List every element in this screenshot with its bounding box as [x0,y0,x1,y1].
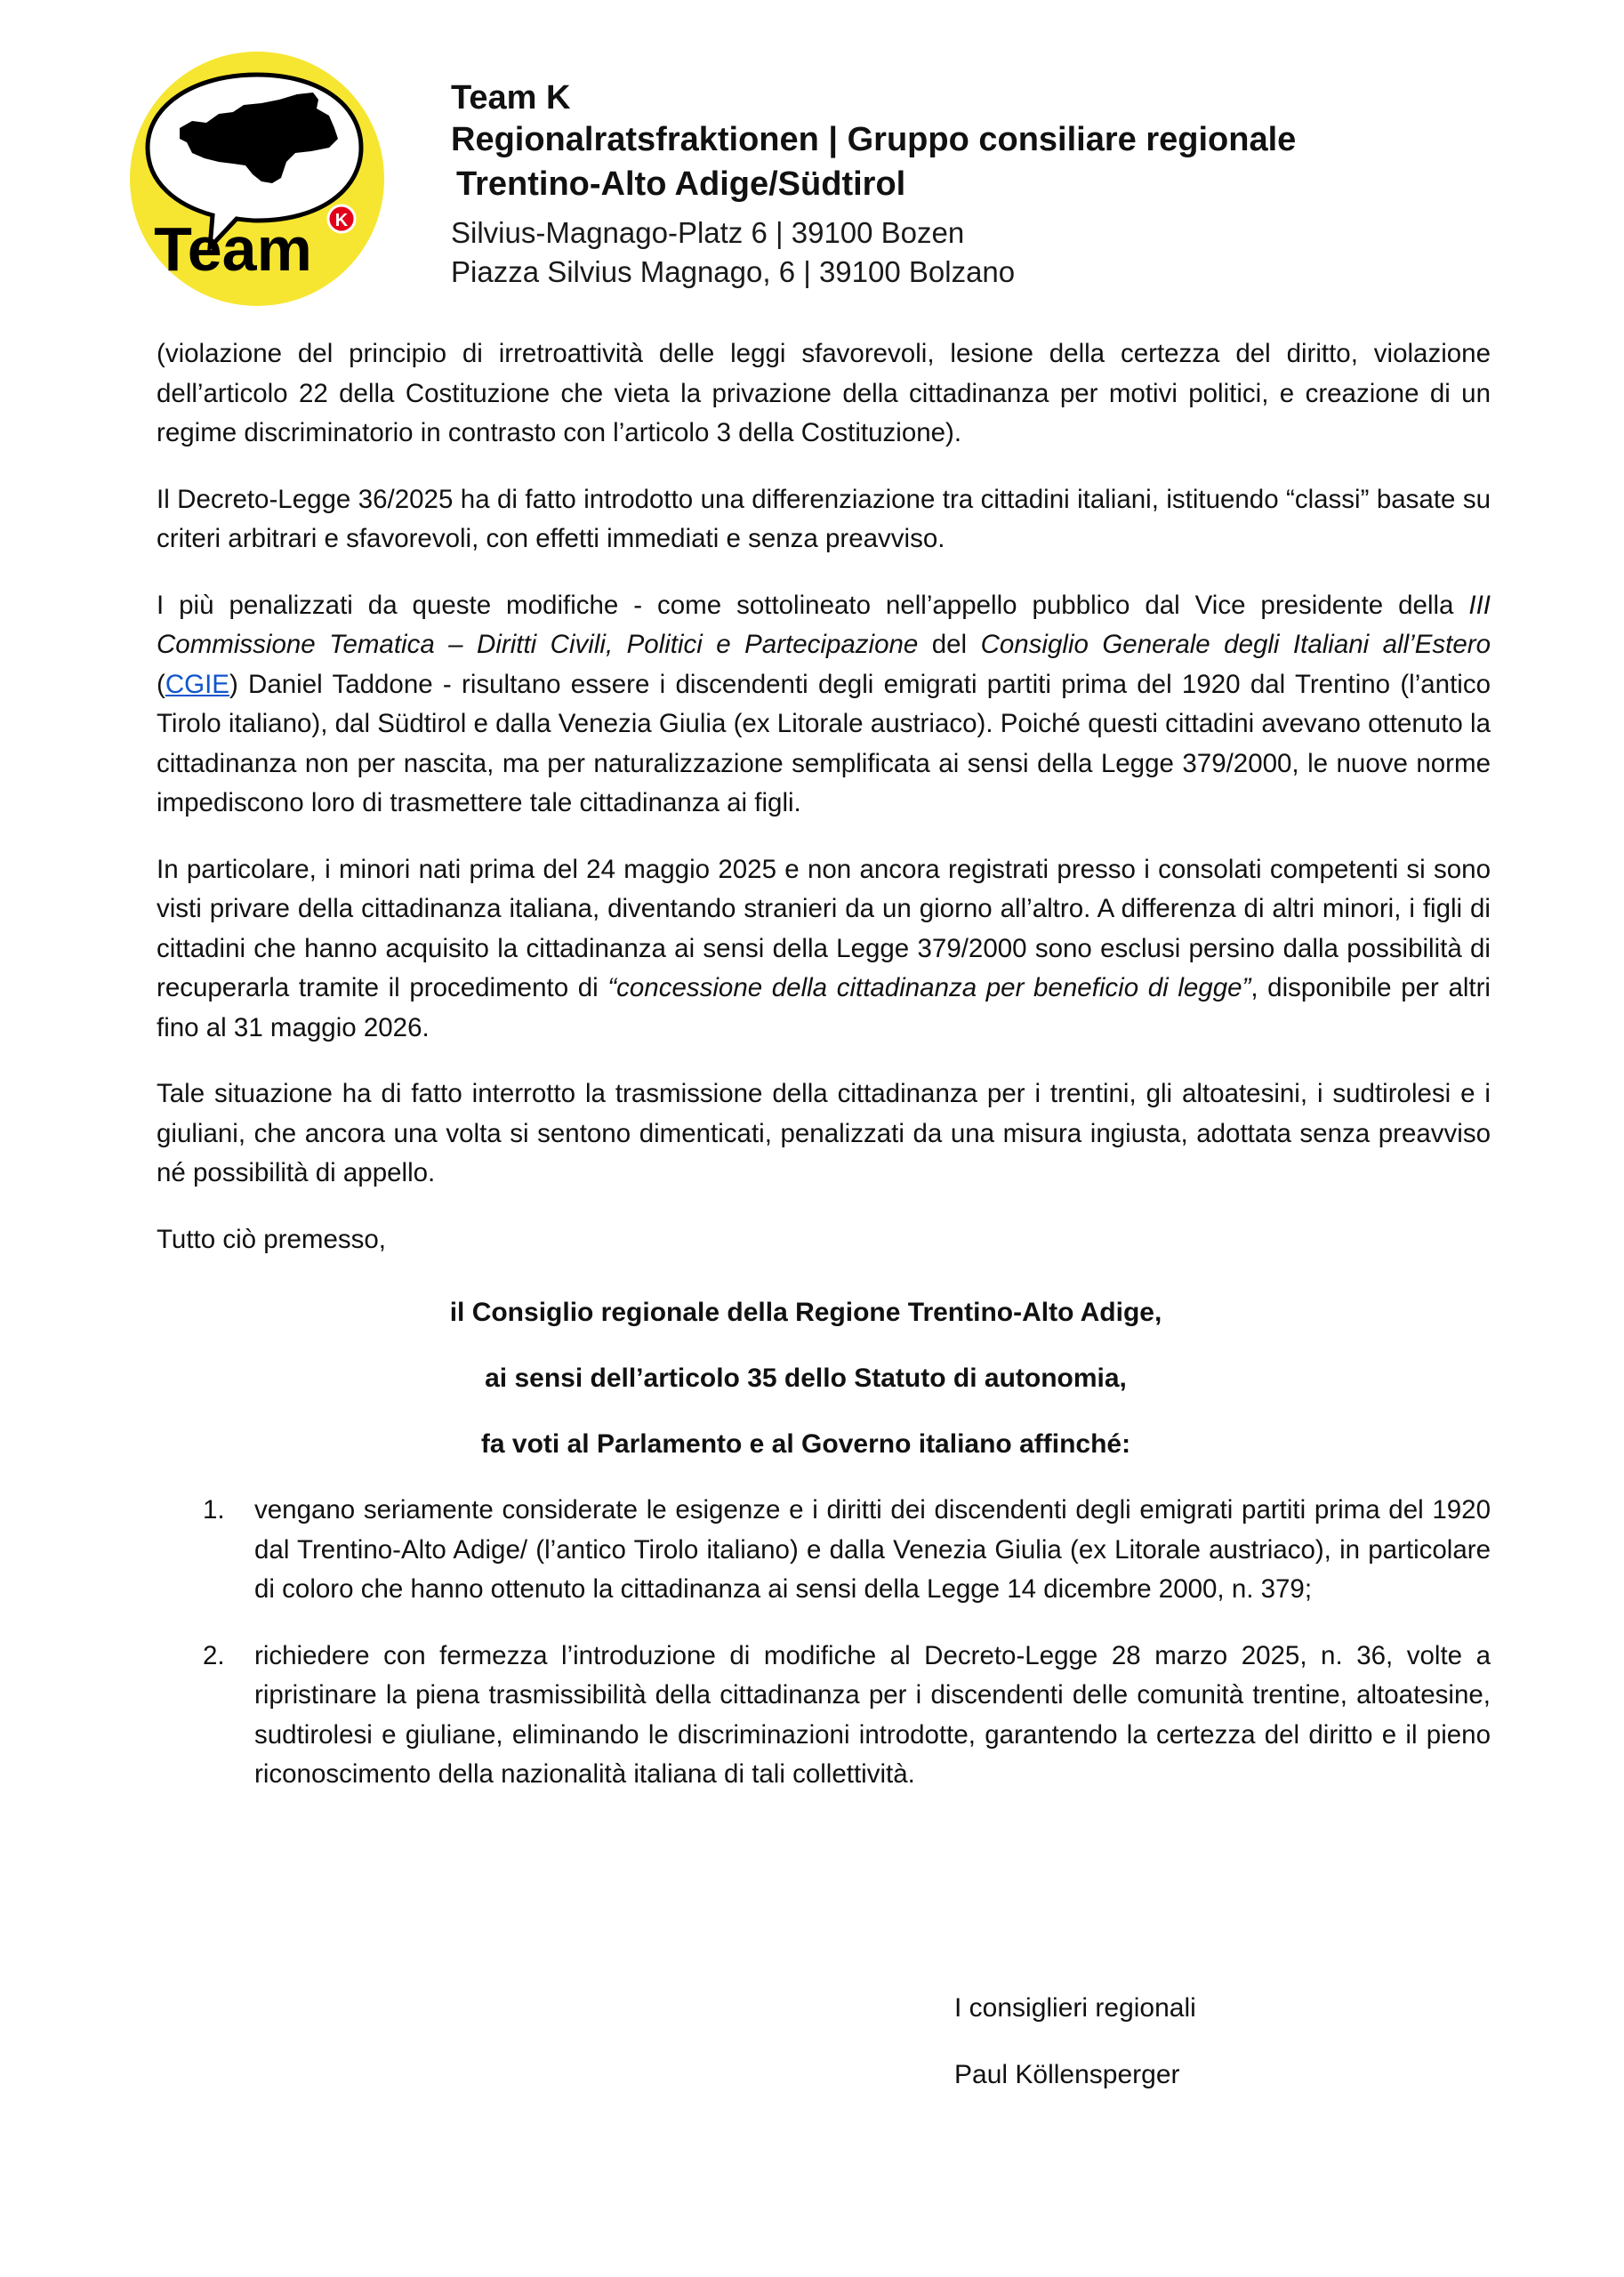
speech-bubble-map-icon [128,50,386,308]
council-name: Consiglio Generale degli Italiani all’Estero [980,630,1491,659]
list-item: 2. richiedere con fermezza l’introduzione di modifiche al Decreto-Legge 28 marzo 2025, n. 36, volte a ripristinare la piena trasmissibilità della cittadinanza per i discendenti delle comunità trentine, altoatesine, sudtirolesi e giuliane, eliminando le discriminazioni introdotte, garantendo la certezza del diritto e il pieno riconoscimento della nazionalità italiana di tali collettività. [157,1637,1491,1795]
paragraph-violations: (violazione del principio di irretroattività delle leggi sfavorevoli, lesione della certezza del diritto, violazione dell’articolo 22 della Costituzione che vieta la privazione della cittadinanza per motivi politici, e creazione di un regime discriminatorio in contrasto con l’articolo 3 della Costituzione). [157,339,1491,447]
list-number: 1. [203,1495,225,1525]
paragraph-decree: Il Decreto-Legge 36/2025 ha di fatto introdotto una differenziazione tra cittadini italiani, istituendo “classi” basate su criteri arbitrari e sfavorevoli, con effetti immediati e senza preavviso. [157,484,1491,553]
paragraph-minors: In particolare, i minori nati prima del 24 maggio 2025 e non ancora registrati presso i consolati competenti si sono visti privare della cittadinanza italiana, diventando stranieri da un giorno all’altro. A differenza di altri minori, i figli di cittadini che hanno acquisito la cittadinanza ai sensi della Legge 379/2000 sono esclusi persino dalla possibilità di recuperarla tramite il procedimento di “concessione della cittadinanza per beneficio di legge”, disponibile per altri fino al 31 maggio 2026. [157,854,1491,1042]
procedure-name: “concessione della cittadinanza per beneficio di legge” [607,973,1251,1002]
group-name: Regionalratsfraktionen | Gruppo consiliare regionale [451,121,1297,158]
signature-block [954,1989,1196,2122]
org-name: Team K [451,79,571,117]
list-number: 2. [203,1640,225,1670]
paragraph-premise: Tutto ciò premesso, [157,1224,386,1254]
svg-text:Team: Team [154,214,312,284]
resolution-list [157,1491,1491,1795]
document-body [157,334,1491,1822]
region-name: Trentino-Alto Adige/Südtirol [456,165,906,203]
address-italian: Piazza Silvius Magnago, 6 | 39100 Bolzano [451,255,1016,288]
commission-name: III Commissione Tematica – Diritti Civili, Politici e Partecipazione [157,590,1491,659]
team-k-logo [128,50,386,308]
letterhead [451,78,1296,292]
resolution-council: il Consiglio regionale della Regione Trentino-Alto Adige, [449,1298,1162,1327]
list-item: 1. vengano seriamente considerate le esigenze e i diritti dei discendenti degli emigrati partiti prima del 1920 dal Trentino-Alto Adige/ (l’antico Tirolo italiano) e dalla Venezia Giulia (ex Litorale austriaco), in particolare di coloro che hanno ottenuto la cittadinanza ai sensi della Legge 14 dicembre 2000, n. 379; [157,1491,1491,1610]
address-block [451,213,1296,292]
signature-name: Paul Köllensperger [954,2060,1180,2089]
signature-role: I consiglieri regionali [954,1993,1196,2023]
resolution-statute: ai sensi dell’articolo 35 dello Statuto di autonomia, [485,1364,1127,1393]
svg-text:K: K [334,211,349,230]
paragraph-situation: Tale situazione ha di fatto interrotto la trasmissione della cittadinanza per i trentini, gli altoatesini, i sudtirolesi e i giuliani, che ancora una volta si sentono dimenticati, penalizzati da una misura ingiusta, adottata senza preavviso né possibilità di appello. [157,1079,1491,1187]
paragraph-penalized: I più penalizzati da queste modifiche - come sottolineato nell’appello pubblico dal Vice presidente della III Commissione Tematica – Diritti Civili, Politici e Partecipazione del Consiglio Generale degli Italiani all’Estero (CGIE) Daniel Taddone - risultano essere i discendenti degli emigrati partiti prima del 1920 dal Trentino (l’antico Tirolo italiano), dal Südtirol e dalla Venezia Giulia (ex Litorale austriaco). Poiché questi cittadini avevano ottenuto la cittadinanza non per nascita, ma per naturalizzazione semplificata ai sensi della Legge 379/2000, le nuove norme impediscono loro di trasmettere tale cittadinanza ai figli. [157,590,1491,817]
address-german: Silvius-Magnago-Platz 6 | 39100 Bozen [451,216,965,249]
resolution-request: fa voti al Parlamento e al Governo italiano affinché: [480,1429,1131,1459]
cgie-link[interactable]: CGIE [165,669,229,699]
